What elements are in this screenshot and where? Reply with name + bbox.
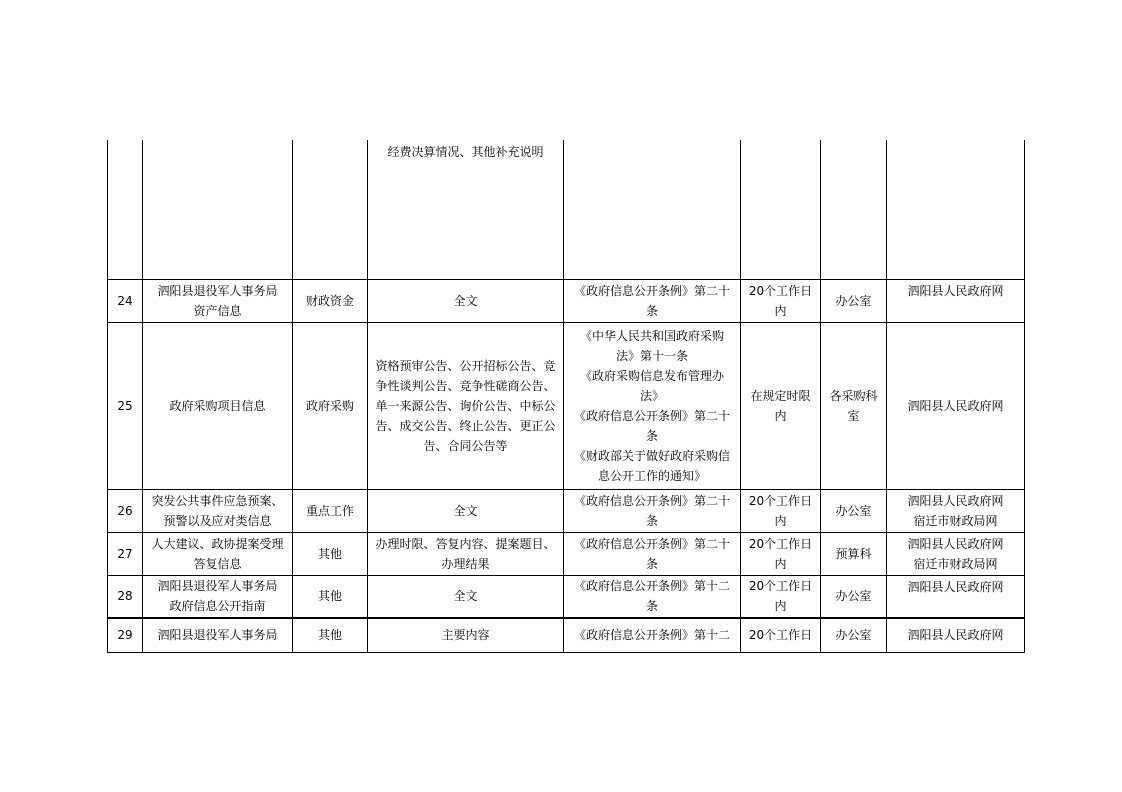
cell-basis: 《政府信息公开条例》第二十 条 (564, 279, 741, 322)
cell-channel: 泗阳县人民政府网 (887, 279, 1025, 322)
cell-content: 全文 (368, 489, 564, 532)
cell-name: 政府采购项目信息 (143, 322, 293, 489)
cell-category: 其他 (293, 532, 368, 575)
table-row (108, 575, 1025, 618)
cell-name: 泗阳县退役军人事务局 政府信息公开指南 (143, 575, 293, 618)
cell-basis: 《政府信息公开条例》第二十 条 (564, 532, 741, 575)
cell-channel: 泗阳县人民政府网 (887, 322, 1025, 489)
cell-content: 主要内容 (368, 618, 564, 652)
cell-category: 其他 (293, 618, 368, 652)
table-row (108, 532, 1025, 575)
cell-no: 29 (108, 618, 143, 652)
table-row (108, 489, 1025, 532)
cell-dept: 预算科 (821, 532, 887, 575)
cell-basis: 《中华人民共和国政府采购 法》第十一条 《政府采购信息发布管理办 法》 《政府信息公开条例》第二十 条 《财政部关于做好政府采购信 息公开工作的通知》 (564, 322, 741, 489)
cell-content: 全文 (368, 279, 564, 322)
cell-no: 25 (108, 322, 143, 489)
cell-time: 20个工作日 (741, 618, 821, 652)
cell-name: 人大建议、政协提案受理 答复信息 (143, 532, 293, 575)
cell-content: 资格预审公告、公开招标公告、竞 争性谈判公告、竞争性磋商公告、 单一来源公告、询价公告、中标公 告、成交公告、终止公告、更正公 告、合同公告等 (368, 322, 564, 489)
cell-channel: 泗阳县人民政府网 (887, 618, 1025, 652)
cell-name: 泗阳县退役军人事务局 (143, 618, 293, 652)
cell-time: 20个工作日 内 (741, 489, 821, 532)
cell-basis: 《政府信息公开条例》第十二 条 (564, 575, 741, 618)
cell-name: 泗阳县退役军人事务局 资产信息 (143, 279, 293, 322)
cell-content: 经费决算情况、其他补充说明 (368, 140, 564, 279)
cell-dept: 办公室 (821, 279, 887, 322)
cell-name: 突发公共事件应急预案、 预警以及应对类信息 (143, 489, 293, 532)
table-row (108, 279, 1025, 322)
cell-basis: 《政府信息公开条例》第二十 条 (564, 489, 741, 532)
cell-basis: 《政府信息公开条例》第十二 (564, 618, 741, 652)
cell-channel: 泗阳县人民政府网 宿迁市财政局网 (887, 489, 1025, 532)
cell-channel: 泗阳县人民政府网 宿迁市财政局网 (887, 532, 1025, 575)
cell-category: 其他 (293, 575, 368, 618)
cell-time: 20个工作日 内 (741, 575, 821, 618)
cell-time: 20个工作日 内 (741, 532, 821, 575)
cell-time: 在规定时限 内 (741, 322, 821, 489)
cell-no: 24 (108, 279, 143, 322)
cell-no: 26 (108, 489, 143, 532)
table-row (108, 322, 1025, 489)
cell-no (108, 140, 143, 279)
cell-dept: 办公室 (821, 618, 887, 652)
table-row-continuation (108, 140, 1025, 279)
table-row (108, 618, 1025, 652)
cell-category: 重点工作 (293, 489, 368, 532)
cell-dept: 办公室 (821, 489, 887, 532)
cell-name (143, 140, 293, 279)
cell-no: 28 (108, 575, 143, 618)
cell-content: 办理时限、答复内容、提案题目、 办理结果 (368, 532, 564, 575)
cell-no: 27 (108, 532, 143, 575)
cell-dept (821, 140, 887, 279)
cell-basis (564, 140, 741, 279)
cell-category: 政府采购 (293, 322, 368, 489)
cell-category (293, 140, 368, 279)
cell-channel (887, 140, 1025, 279)
cell-dept: 各采购科 室 (821, 322, 887, 489)
cell-time (741, 140, 821, 279)
cell-category: 财政资金 (293, 279, 368, 322)
cell-channel: 泗阳县人民政府网 (887, 575, 1025, 618)
cell-dept: 办公室 (821, 575, 887, 618)
info-disclosure-table (107, 140, 1025, 653)
cell-content: 全文 (368, 575, 564, 618)
cell-time: 20个工作日 内 (741, 279, 821, 322)
